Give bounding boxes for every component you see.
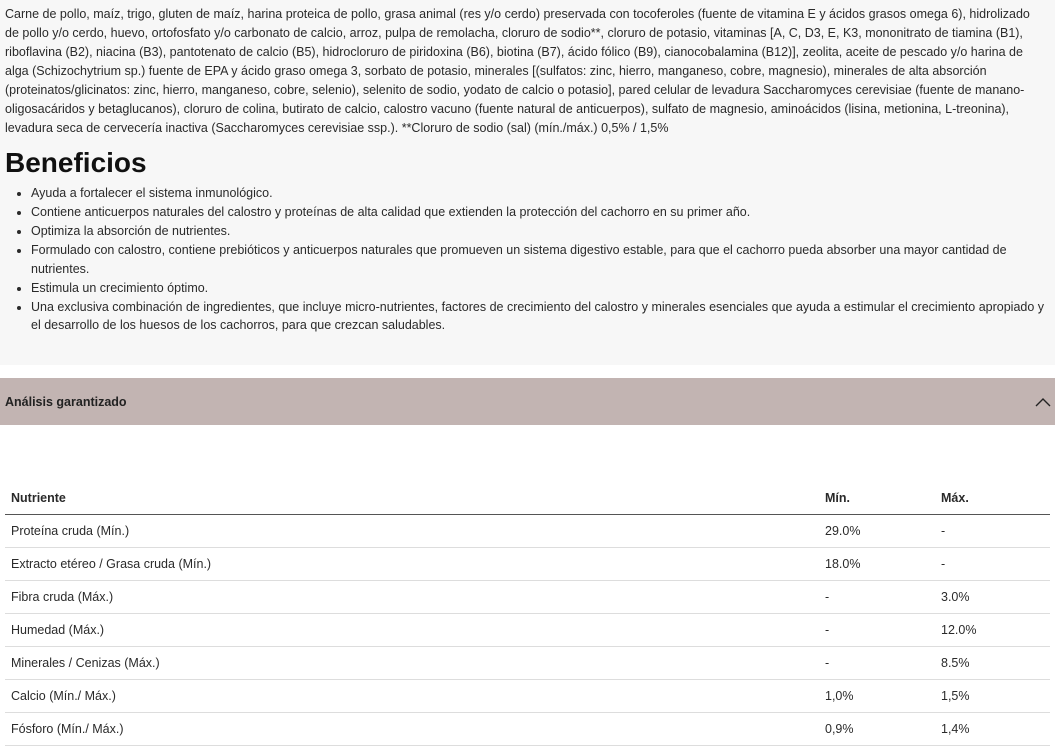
table-row (5, 548, 1050, 581)
table-row (5, 647, 1050, 680)
benefit-item: • Optimiza la absorción de nutrientes. (31, 222, 1047, 241)
table-row (5, 614, 1050, 647)
min-cell: 1,0% (819, 680, 935, 713)
header-min: Mín. (819, 481, 935, 515)
nutrient-cell: Minerales / Cenizas (Máx.) (5, 647, 819, 680)
product-details-panel (0, 0, 1055, 365)
header-nutrient: Nutriente (5, 481, 819, 515)
benefits-list (5, 184, 1047, 335)
benefit-item: • Una exclusiva combinación de ingredientes, que incluye micro-nutrientes, factores de crecimiento del calostro y minerales esenciales que ayuda a estimular el crecimiento apropiado y el desarrollo de los huesos de los cachorros, para que crezcan saludables. (31, 298, 1047, 335)
nutrient-cell: Fibra cruda (Máx.) (5, 581, 819, 614)
nutrient-cell: Fósforo (Mín./ Máx.) (5, 713, 819, 746)
nutrient-cell: Proteína cruda (Mín.) (5, 515, 819, 548)
max-cell: 3.0% (935, 581, 1050, 614)
nutrient-cell: Humedad (Máx.) (5, 614, 819, 647)
header-max: Máx. (935, 481, 1050, 515)
table-row (5, 515, 1050, 548)
nutrient-cell: Calcio (Mín./ Máx.) (5, 680, 819, 713)
max-cell: - (935, 515, 1050, 548)
max-cell: 12.0% (935, 614, 1050, 647)
analysis-table (5, 481, 1050, 746)
chevron-up-icon[interactable] (1035, 397, 1051, 407)
min-cell: 29.0% (819, 515, 935, 548)
accordion-title: Análisis garantizado (5, 394, 127, 409)
max-cell: 8.5% (935, 647, 1050, 680)
table-row (5, 713, 1050, 746)
min-cell: - (819, 647, 935, 680)
ingredients-text: Carne de pollo, maíz, trigo, gluten de maíz, harina proteica de pollo, grasa animal (res y/o cerdo) preservada con tocoferoles (fuente de vitamina E y ácidos grasos omega 6), hidrolizado de pollo y/o cerdo, huevo, ortofosfato y/o carbonato de calcio, arroz, pulpa de remolacha, cloruro de sodio**, cloruro de potasio, vitaminas [A, C, D3, E, K3, mononitrato de tiamina (B1), riboflavina (B2), niacina (B3), pantotenato de calcio (B5), hidrocloruro de piridoxina (B6), biotina (B7), ácido fólico (B9), cianocobalamina (B12)], zeolita, aceite de pescado y/o harina de alga (Schizochytrium sp.) fuente de EPA y ácido graso omega 3, sorbato de potasio, minerales [(sulfatos: zinc, hierro, manganeso, cobre, magnesio), minerales de alta absorción (proteinatos/glicinatos: zinc, hierro, manganeso, cobre, selenio), selenito de sodio, yodato de calcio o potasio], pared celular de levadura Saccharomyces cerevisiae (fuente de manano-oligosacáridos y betaglucanos), cloruro de colina, butirato de calcio, calostro vacuno (fuente natural de anticuerpos), sulfato de magnesio, aminoácidos (lisina, metionina, L-treonina), levadura seca de cervecería inactiva (Saccharomyces cerevisiae ssp.). **Cloruro de sodio (sal) (mín./máx.) 0,5% / 1,5% (5, 7, 1030, 135)
table-header-row (5, 481, 1050, 515)
benefit-item: • Formulado con calostro, contiene prebióticos y anticuerpos naturales que promueven un sistema digestivo estable, para que el cachorro pueda absorber una mayor cantidad de nutrientes. (31, 241, 1047, 278)
table-row (5, 581, 1050, 614)
min-cell: 0,9% (819, 713, 935, 746)
max-cell: 1,4% (935, 713, 1050, 746)
benefits-heading: Beneficios (5, 147, 147, 178)
nutrient-cell: Extracto etéreo / Grasa cruda (Mín.) (5, 548, 819, 581)
table-row (5, 680, 1050, 713)
min-cell: - (819, 614, 935, 647)
max-cell: - (935, 548, 1050, 581)
max-cell: 1,5% (935, 680, 1050, 713)
benefit-item: • Estimula un crecimiento óptimo. (31, 279, 1047, 298)
benefit-item: • Contiene anticuerpos naturales del calostro y proteínas de alta calidad que extienden la protección del cachorro en su primer año. (31, 203, 1047, 222)
min-cell: - (819, 581, 935, 614)
benefit-item: • Ayuda a fortalecer el sistema inmunológico. (31, 184, 1047, 203)
min-cell: 18.0% (819, 548, 935, 581)
analysis-accordion-header[interactable] (0, 378, 1055, 425)
analysis-table-container (0, 425, 1055, 746)
